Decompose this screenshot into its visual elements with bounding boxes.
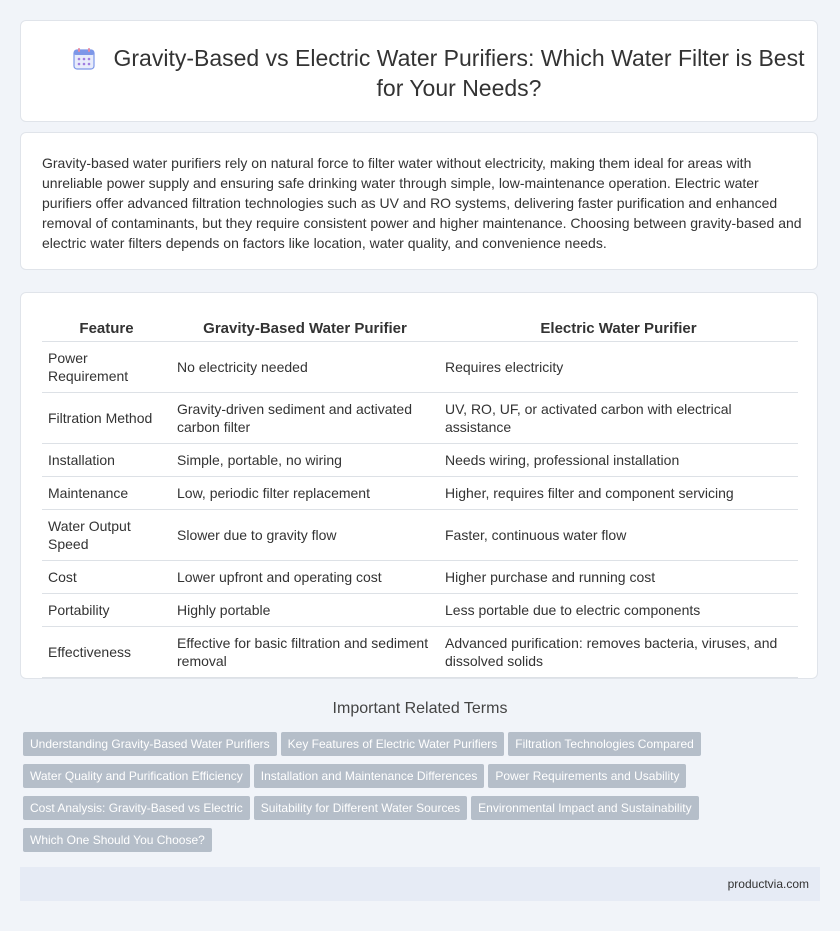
table-row [42,393,798,444]
gravity-cell: No electricity needed [171,342,439,393]
gravity-cell: Lower upfront and operating cost [171,561,439,594]
related-term-tag[interactable]: Power Requirements and Usability [488,764,686,788]
intro-paragraph: Gravity-based water purifiers rely on natural force to filter water without electricity, making them ideal for areas with unreliable power supply and ensuring safe drinking water through simple, low-maintenance operation. Electric water purifiers offer advanced filtration technologies such as UV and RO systems, delivering faster purification and enhanced removal of contaminants, but they require consistent power and higher maintenance. Choosing between gravity-based and electric water filters depends on factors like location, water quality, and convenience needs. [42,155,802,251]
table-header-row [42,315,798,342]
gravity-cell: Highly portable [171,594,439,627]
related-term-tag[interactable]: Understanding Gravity-Based Water Purifiers [23,732,277,756]
feature-cell: Portability [42,594,171,627]
footer [20,867,820,901]
table-row [42,510,798,561]
electric-cell: Less portable due to electric components [439,594,798,627]
intro-card [20,132,818,270]
calendar-grid-icon [73,48,95,70]
column-header-gravity: Gravity-Based Water Purifier [171,315,439,342]
gravity-cell: Low, periodic filter replacement [171,477,439,510]
gravity-cell: Simple, portable, no wiring [171,444,439,477]
electric-cell: Higher purchase and running cost [439,561,798,594]
related-term-tag[interactable]: Key Features of Electric Water Purifiers [281,732,505,756]
comparison-card [20,292,818,679]
column-header-feature: Feature [42,315,171,342]
related-term-tag[interactable]: Environmental Impact and Sustainability [471,796,698,820]
table-row [42,342,798,393]
feature-cell: Installation [42,444,171,477]
feature-cell: Cost [42,561,171,594]
table-row [42,627,798,678]
related-term-tag[interactable]: Installation and Maintenance Differences [254,764,485,788]
electric-cell: Faster, continuous water flow [439,510,798,561]
table-row [42,594,798,627]
table-row [42,561,798,594]
related-term-tag[interactable]: Which One Should You Choose? [23,828,212,852]
table-row [42,444,798,477]
related-term-tag[interactable]: Water Quality and Purification Efficiency [23,764,250,788]
feature-cell: Filtration Method [42,393,171,444]
related-term-tag[interactable]: Suitability for Different Water Sources [254,796,467,820]
title-card [20,20,818,122]
gravity-cell: Gravity-driven sediment and activated carbon filter [171,393,439,444]
electric-cell: Needs wiring, professional installation [439,444,798,477]
footer-site-link[interactable]: productvia.com [727,877,809,891]
feature-cell: Effectiveness [42,627,171,678]
feature-cell: Maintenance [42,477,171,510]
column-header-electric: Electric Water Purifier [439,315,798,342]
related-term-tag[interactable]: Cost Analysis: Gravity-Based vs Electric [23,796,250,820]
table-row [42,477,798,510]
electric-cell: Requires electricity [439,342,798,393]
comparison-table [42,315,798,678]
related-terms-list [23,732,823,860]
page-title: Gravity-Based vs Electric Water Purifiers: Which Water Filter is Best for Your Needs? [113,45,805,101]
electric-cell: UV, RO, UF, or activated carbon with electrical assistance [439,393,798,444]
feature-cell: Water Output Speed [42,510,171,561]
gravity-cell: Slower due to gravity flow [171,510,439,561]
related-term-tag[interactable]: Filtration Technologies Compared [508,732,701,756]
electric-cell: Advanced purification: removes bacteria, viruses, and dissolved solids [439,627,798,678]
feature-cell: Power Requirement [42,342,171,393]
electric-cell: Higher, requires filter and component servicing [439,477,798,510]
related-terms-heading: Important Related Terms [332,700,508,717]
gravity-cell: Effective for basic filtration and sediment removal [171,627,439,678]
